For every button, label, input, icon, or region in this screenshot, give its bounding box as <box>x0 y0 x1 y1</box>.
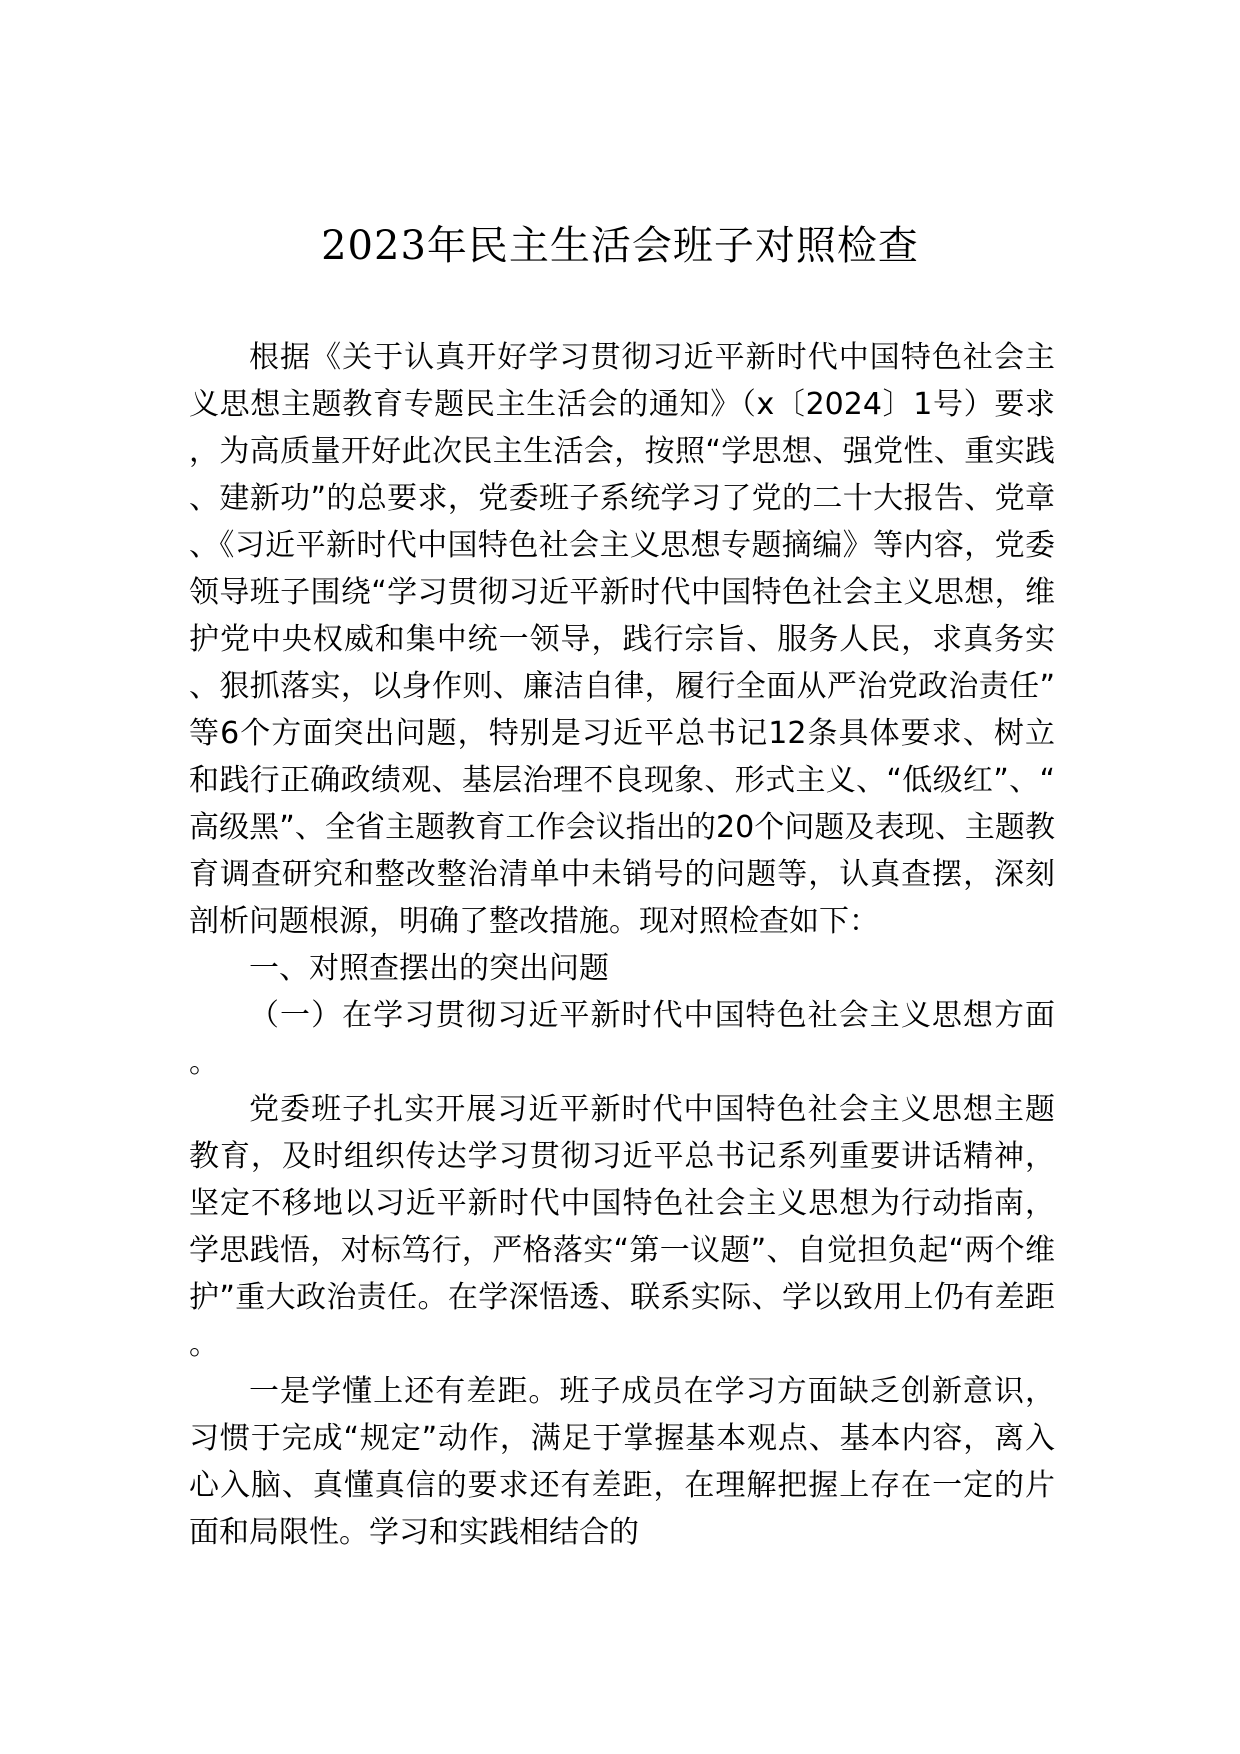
section-heading-1: 一、对照查摆出的突出问题 <box>249 951 609 986</box>
body-paragraph: 党委班子扎实开展习近平新时代中国特色社会主义思想主题教育，及时组织传达学习贯彻习近平总书记系列重要讲话精神，坚定不移地以习近平新时代中国特色社会主义思想为行动指南，学思践悟，对标笃行，严格落实“第一议题”、自觉担负起“两个维护”重大政治责任。在学深悟透、联系实际、学以致用上仍有差距。 <box>189 1092 1055 1362</box>
document-body <box>189 334 1055 1556</box>
intro-paragraph: 根据《关于认真开好学习贯彻习近平新时代中国特色社会主义思想主题教育专题民主生活会的通知》（x〔2024〕1号）要求，为高质量开好此次民主生活会，按照“学思想、强党性、重实践、建新功”的总要求，党委班子系统学习了党的二十大报告、党章、《习近平新时代中国特色社会主义思想专题摘编》等内容，党委领导班子围绕“学习贯彻习近平新时代中国特色社会主义思想，维护党中央权威和集中统一领导，践行宗旨、服务人民，求真务实、狠抓落实，以身作则、廉洁自律，履行全面从严治党政治责任”等6个方面突出问题，特别是习近平总书记12条具体要求、树立和践行正确政绩观、基层治理不良现象、形式主义、“低级红”、“高级黑”、全省主题教育工作会议指出的20个问题及表现、主题教育调查研究和整改整治清单中未销号的问题等，认真查摆，深刻剖析问题根源，明确了整改措施。现对照检查如下： <box>189 340 1055 939</box>
document-title: 2023年民主生活会班子对照检查 <box>321 223 919 269</box>
subsection-heading-1: （一）在学习贯彻习近平新时代中国特色社会主义思想方面。 <box>189 998 1055 1080</box>
body-paragraph: 一是学懂上还有差距。班子成员在学习方面缺乏创新意识，习惯于完成“规定”动作，满足于掌握基本观点、基本内容，离入心入脑、真懂真信的要求还有差距，在理解把握上存在一定的片面和局限性。学习和实践相结合的 <box>189 1374 1055 1550</box>
